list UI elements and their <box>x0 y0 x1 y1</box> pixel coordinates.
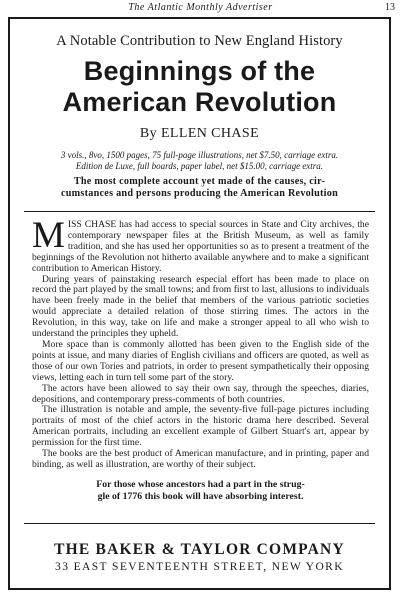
paragraph-3: More space than is commonly allotted has been given to the English side of the points at issue, and many diaries of English civilians and officers are quoted, as well as those of our own Tories and patriots, in order to present sympathetically their opposing views, letting each in turn tell some part of the story. <box>32 338 369 383</box>
running-head-title: The Atlantic Monthly Advertiser <box>128 2 273 13</box>
tagline-line-2: cumstances and persons producing the American Revolution <box>60 188 338 199</box>
book-title-line-1: Beginnings of the <box>83 56 316 86</box>
drop-cap: M <box>32 215 65 256</box>
running-head <box>6 2 395 16</box>
description-box <box>24 211 375 524</box>
author-byline: By ELLEN CHASE <box>139 126 260 141</box>
tagline-line-1: The most complete account yet made of the causes, cir- <box>73 176 326 187</box>
ad-tagline <box>24 176 375 200</box>
paragraph-6: The books are the best product of American manufacture, and in printing, paper and binding, as well as illustration, are worthy of their subject. <box>32 448 369 470</box>
paragraph-1-text: ISS CHASE has had access to special sources in State and City archives, the contemporary newspaper files at the British Museum, as well as family tradition, and she has used her opportunities so as to present a treatment of the beginnings of the Revolution not hitherto available anywhere and to make a significant contribution to American History. <box>32 219 369 274</box>
description-text <box>32 215 369 503</box>
ad-kicker: A Notable Contribution to New England History <box>56 33 343 49</box>
book-title <box>24 56 375 118</box>
publisher-name: THE BAKER & TAYLOR COMPANY <box>54 541 345 558</box>
edition-deluxe: Edition de Luxe, full boards, paper label, net $15.00, carriage extra. <box>75 161 324 171</box>
page-number: 13 <box>385 2 395 13</box>
book-title-line-2: American Revolution <box>62 87 337 117</box>
closing-line-2: gle of 1776 this book will have absorbing interest. <box>97 490 304 502</box>
paragraph-2: During years of painstaking research especial effort has been made to place on record the part played by the small towns; and from first to last, allusions to individuals have been freely made in the belief that members of the various patriotic societies would appreciate a detailed relation of those stirring times. The actors in the Revolution, in this way, take on life and make a stronger appeal to all who wish to understand the principles they upheld. <box>32 273 369 340</box>
paragraph-4: The actors have been allowed to say their own say, through the speeches, diaries, depositions, and contemporary press-comments of both countries. <box>32 382 369 405</box>
paragraph-1 <box>32 215 369 275</box>
closing-statement <box>52 479 349 503</box>
advertisement-content <box>24 19 375 588</box>
publisher-address: 33 EAST SEVENTEENTH STREET, NEW YORK <box>55 561 344 573</box>
edition-details <box>24 150 375 172</box>
paragraph-5: The illustration is notable and ample, the seventy-five full-page pictures including portraits of most of the chief actors in the historic drama here described. Several American portraits, including an excellent example of Gilbert Stuart's art, appear by permission for the first time. <box>32 404 369 449</box>
edition-standard: 3 vols., 8vo, 1500 pages, 75 full-page illustrations, net $7.50, carriage extra. <box>60 150 339 160</box>
closing-line-1: For those whose ancestors had a part in the strug- <box>96 478 305 490</box>
advertisement-frame <box>8 17 391 590</box>
